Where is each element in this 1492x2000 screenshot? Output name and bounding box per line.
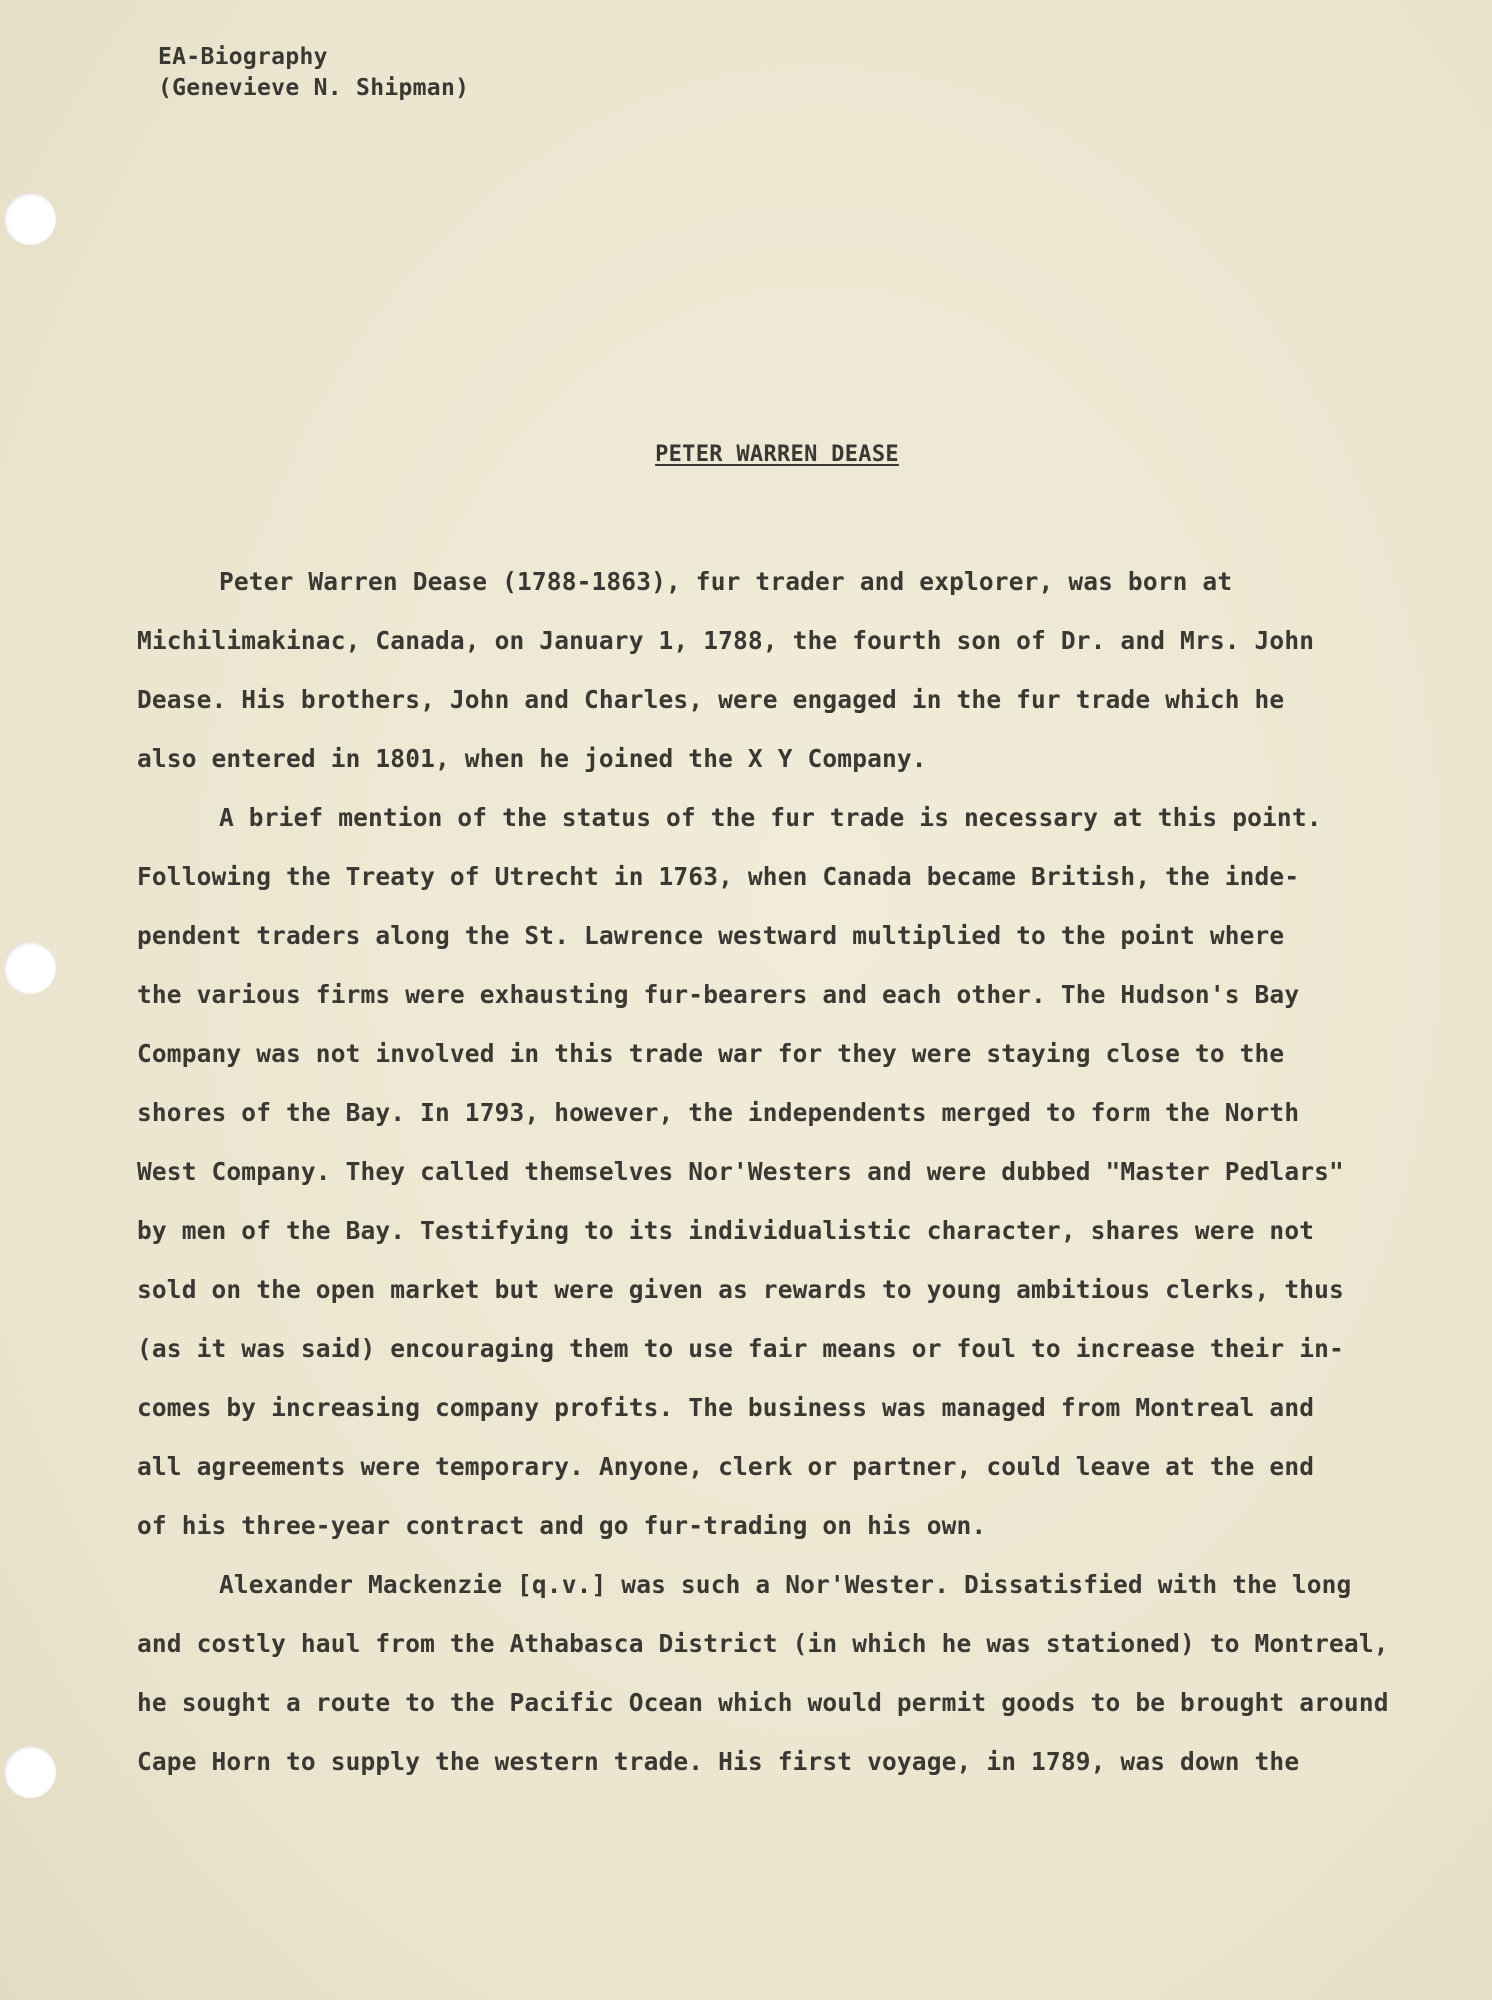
punch-hole <box>4 193 56 245</box>
body-line: Michilimakinac, Canada, on January 1, 1788, the fourth son of Dr. and Mrs. John <box>137 626 1315 655</box>
body-line: all agreements were temporary. Anyone, clerk or partner, could leave at the end <box>137 1452 1315 1481</box>
body-line: Dease. His brothers, John and Charles, were engaged in the fur trade which he <box>137 685 1285 714</box>
body-line: A brief mention of the status of the fur trade is necessary at this point. <box>219 803 1322 832</box>
body-line: (as it was said) encouraging them to use fair means or foul to increase their in- <box>137 1334 1344 1363</box>
body-line: Alexander Mackenzie [q.v.] was such a Nor'Wester. Dissatisfied with the long <box>219 1570 1352 1599</box>
punch-hole <box>4 942 56 994</box>
body-line: and costly haul from the Athabasca District (in which he was stationed) to Montreal, <box>137 1629 1389 1658</box>
document-header <box>158 42 469 104</box>
body-line: West Company. They called themselves Nor'Westers and were dubbed "Master Pedlars" <box>137 1157 1344 1186</box>
document-title: PETER WARREN DEASE <box>655 442 899 467</box>
body-line: also entered in 1801, when he joined the X Y Company. <box>137 744 927 773</box>
body-line: Company was not involved in this trade war for they were staying close to the <box>137 1039 1285 1068</box>
body-line: shores of the Bay. In 1793, however, the independents merged to form the North <box>137 1098 1300 1127</box>
body-line: pendent traders along the St. Lawrence westward multiplied to the point where <box>137 921 1285 950</box>
body-line: sold on the open market but were given as rewards to young ambitious clerks, thus <box>137 1275 1344 1304</box>
punch-hole <box>4 1746 56 1798</box>
body-line: Following the Treaty of Utrecht in 1763, when Canada became British, the inde- <box>137 862 1300 891</box>
body-line: of his three-year contract and go fur-trading on his own. <box>137 1511 987 1540</box>
header-author: (Genevieve N. Shipman) <box>158 75 470 101</box>
document-body <box>137 562 1417 1801</box>
header-category: EA-Biography <box>158 44 328 70</box>
body-line: he sought a route to the Pacific Ocean which would permit goods to be brought around <box>137 1688 1389 1717</box>
body-line: comes by increasing company profits. The business was managed from Montreal and <box>137 1393 1315 1422</box>
body-line: the various firms were exhausting fur-bearers and each other. The Hudson's Bay <box>137 980 1300 1009</box>
body-line: Cape Horn to supply the western trade. His first voyage, in 1789, was down the <box>137 1747 1300 1776</box>
body-line: by men of the Bay. Testifying to its individualistic character, shares were not <box>137 1216 1315 1245</box>
body-line: Peter Warren Dease (1788-1863), fur trader and explorer, was born at <box>219 567 1233 596</box>
